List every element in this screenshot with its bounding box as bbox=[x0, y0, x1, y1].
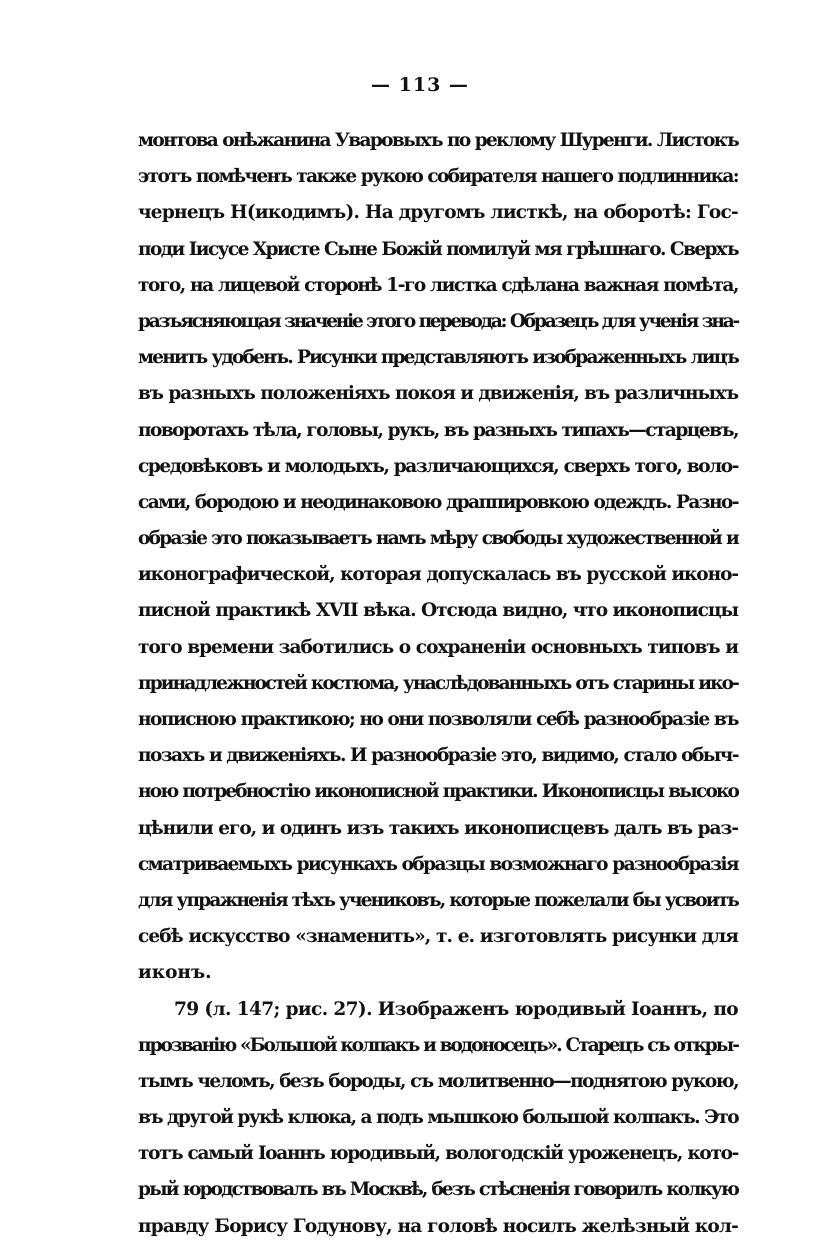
text-line: монтова онѣжанина Уваровыхъ по реклому Шуренги. Листокъ bbox=[138, 130, 738, 151]
text-line: себѣ искусство «знаменить», т. е. изготовлять рисунки для bbox=[138, 926, 738, 948]
text-line: писной практикѣ XVII вѣка. Отсюда видно, что иконописцы bbox=[138, 600, 738, 622]
text-line: тымъ челомъ, безъ бороды, съ молитвенно—поднятою рукою, bbox=[138, 1070, 738, 1092]
text-line: иконографической, которая допускалась въ русской иконо- bbox=[138, 564, 738, 586]
text-line: образіе это показываетъ намъ мѣру свободы художественной и bbox=[138, 528, 738, 550]
text-line: для упражненія тѣхъ учениковъ, которые пожелали бы усвоить bbox=[138, 889, 738, 911]
text-line: позахъ и движеніяхъ. И разнообразіе это, видимо, стало обыч- bbox=[138, 745, 738, 767]
body-text bbox=[138, 123, 738, 1245]
text-line: чернецъ Н(икодимъ). На другомъ листкѣ, на оборотѣ: Гос- bbox=[138, 202, 738, 224]
page-number: — 113 — bbox=[371, 74, 469, 96]
text-line: сами, бородою и неодинаковою драппировкою одеждъ. Разно- bbox=[138, 491, 738, 513]
paragraph-start-line: 79 (л. 147; рис. 27). Изображенъ юродивый Іоаннъ, по bbox=[174, 998, 738, 1020]
text-line: того времени заботились о сохраненіи основныхъ типовъ и bbox=[138, 636, 738, 658]
text-line: рый юродствовалъ въ Москвѣ, безъ стѣсненія говорилъ колкую bbox=[138, 1179, 738, 1201]
text-line: этотъ помѣченъ также рукою собирателя нашего подлинника: bbox=[138, 166, 738, 188]
text-line: поди Іисусе Христе Сыне Божій помилуй мя грѣшнаго. Сверхъ bbox=[138, 238, 738, 260]
text-line: разъясняющая значеніе этого перевода: Образецъ для ученія зна- bbox=[138, 310, 738, 332]
text-line: цѣнили его, и одинъ изъ такихъ иконописцевъ далъ въ раз- bbox=[138, 817, 738, 839]
text-line: прозванію «Большой колпакъ и водоносецъ». Старецъ съ откры- bbox=[138, 1034, 738, 1056]
text-line: нописною практикою; но они позволяли себѣ разнообразіе въ bbox=[138, 709, 738, 730]
text-line: того, на лицевой сторонѣ 1-го листка сдѣлана важная помѣта, bbox=[138, 274, 738, 296]
text-line: менить удобенъ. Рисунки представляютъ изображенныхъ лицъ bbox=[138, 347, 738, 369]
text-line: поворотахъ тѣла, головы, рукъ, въ разныхъ типахъ—старцевъ, bbox=[138, 419, 738, 441]
text-line: въ другой рукѣ клюка, а подъ мышкою большой колпакъ. Это bbox=[138, 1107, 738, 1129]
text-line: въ разныхъ положеніяхъ покоя и движенія, въ различныхъ bbox=[138, 383, 738, 405]
text-line: правду Борису Годунову, на головѣ носилъ желѣзный кол- bbox=[138, 1215, 738, 1237]
text-line: средовѣковъ и молодыхъ, различающихся, сверхъ того, воло- bbox=[138, 455, 738, 477]
text-line: ною потребностію иконописной практики. Иконописцы высоко bbox=[138, 781, 738, 803]
text-line: сматриваемыхъ рисункахъ образцы возможнаго разнообразія bbox=[138, 853, 738, 875]
text-line: принадлежностей костюма, унаслѣдованныхъ отъ старины ико- bbox=[138, 672, 738, 694]
text-line: тотъ самый Іоаннъ юродивый, вологодскій уроженецъ, кото- bbox=[138, 1143, 738, 1165]
text-line: иконъ. bbox=[138, 962, 212, 984]
